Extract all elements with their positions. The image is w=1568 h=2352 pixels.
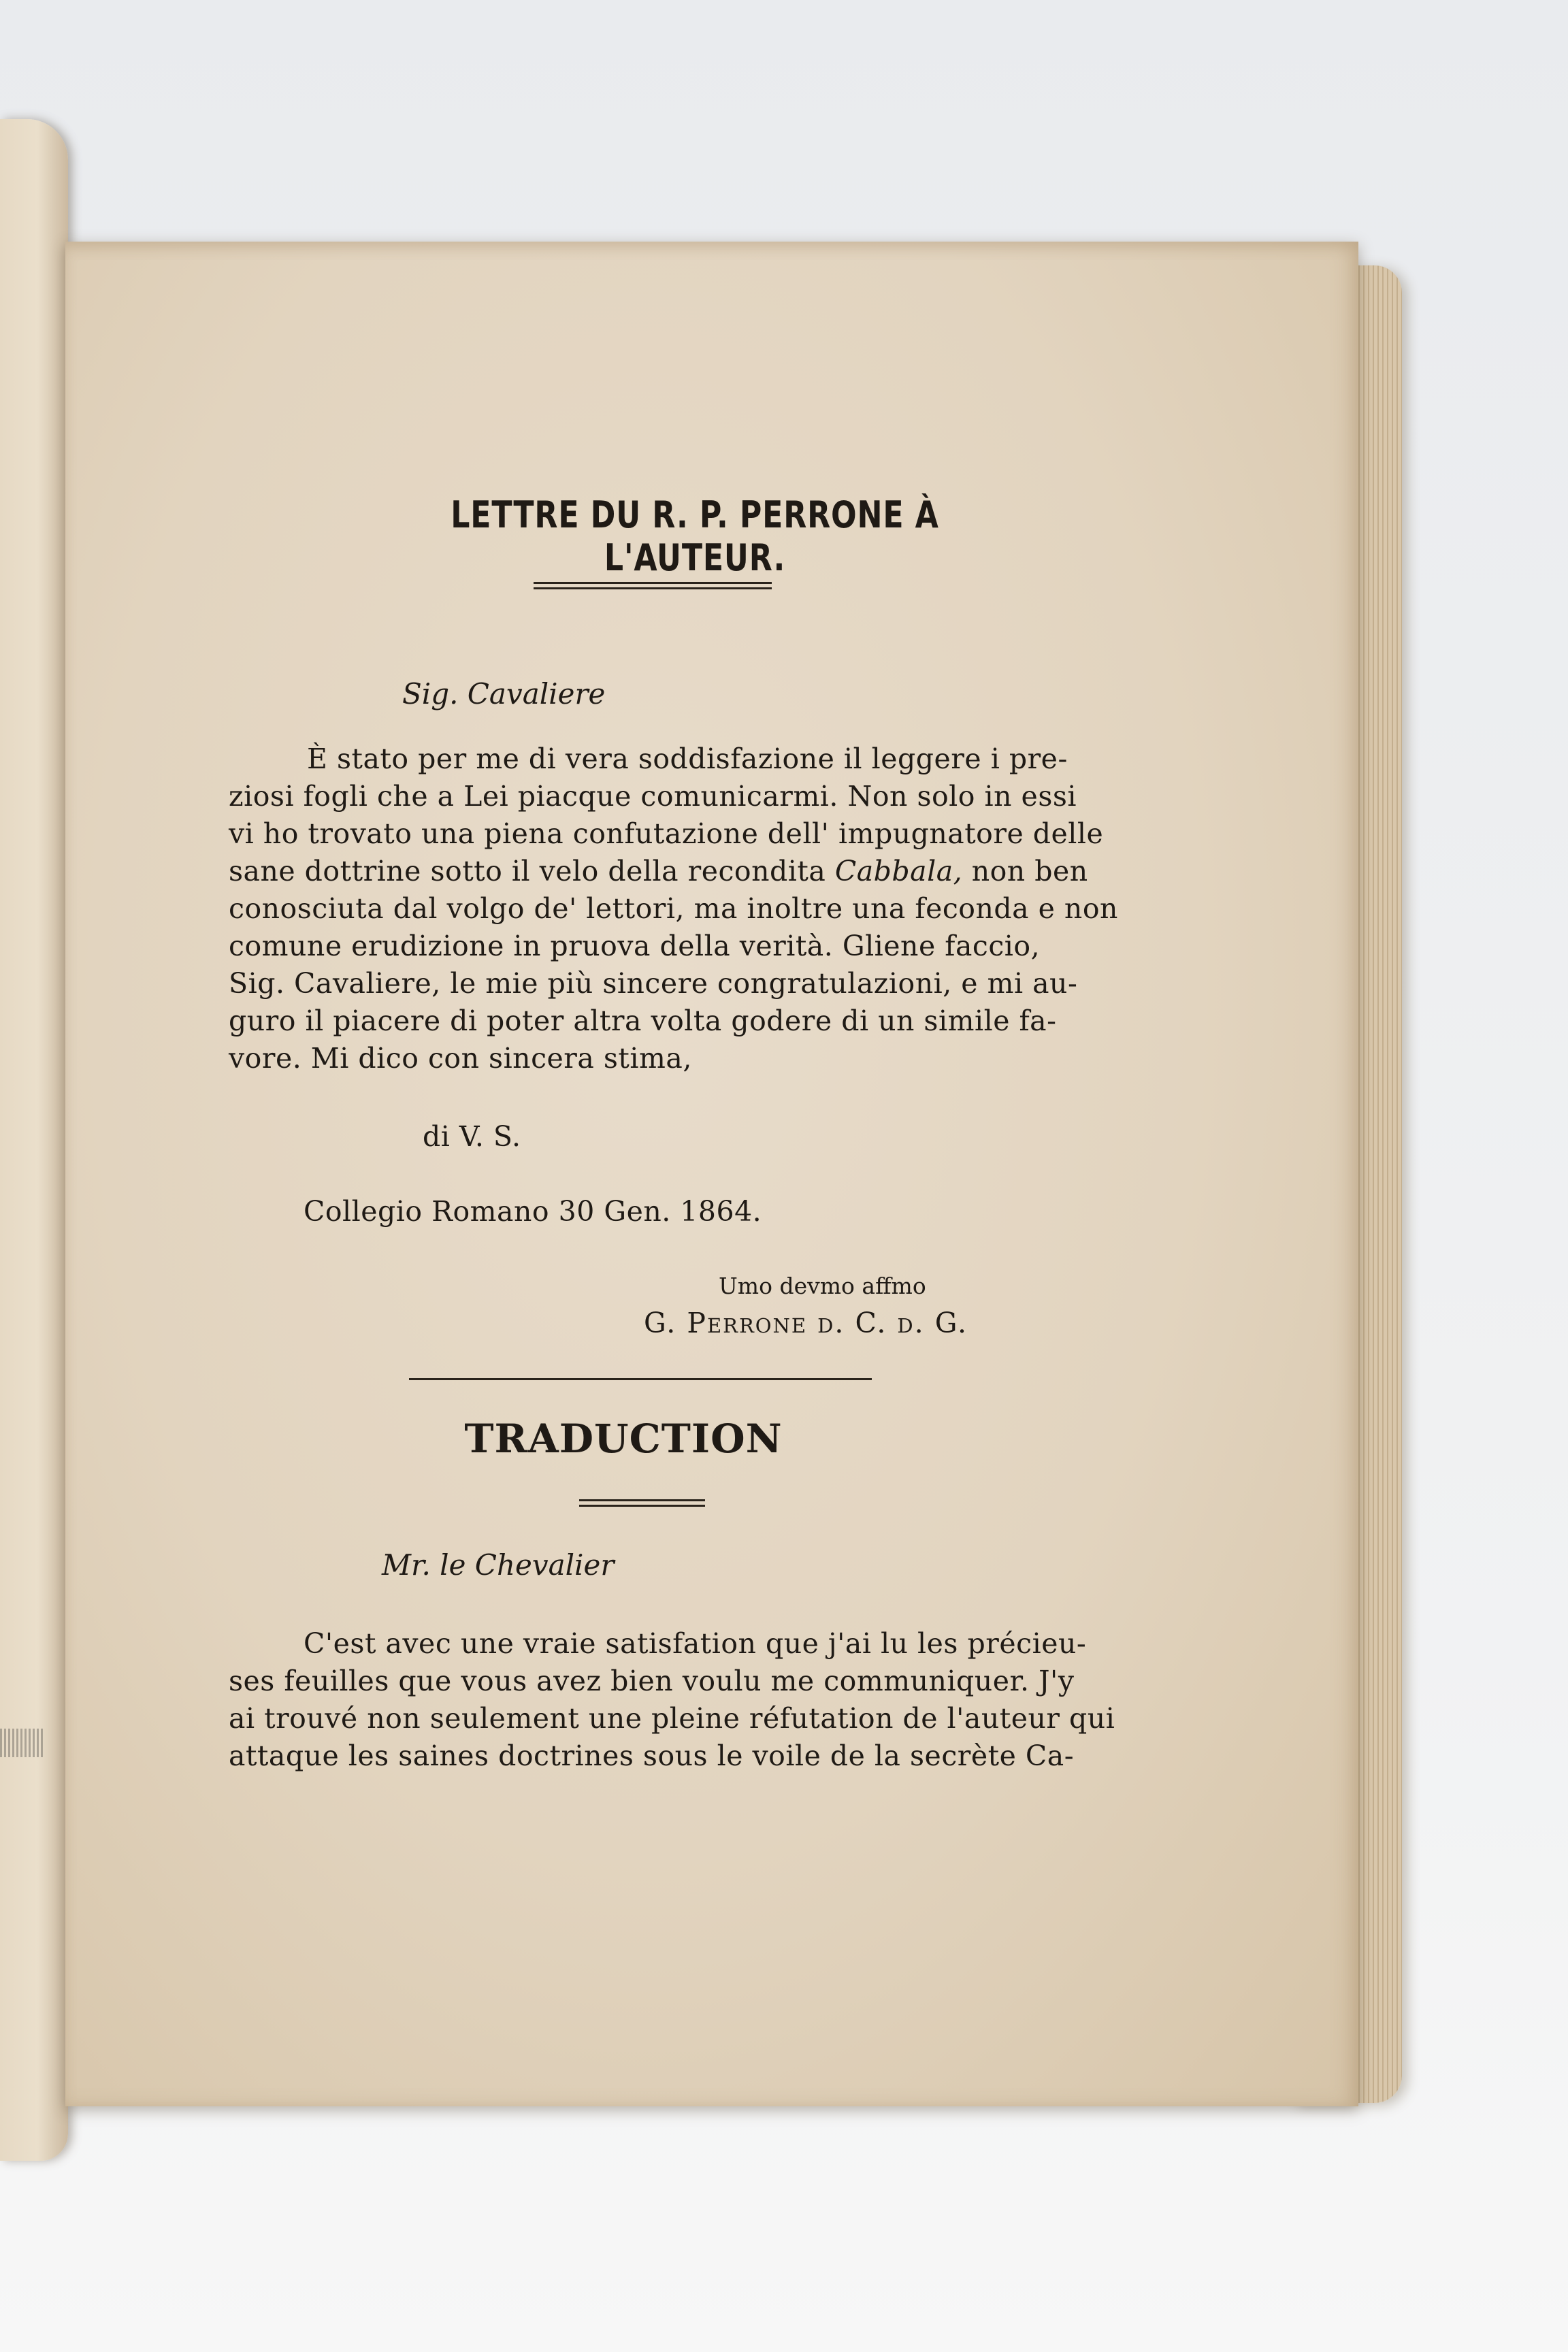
italian-salutation: Sig. Cavaliere <box>402 677 606 710</box>
letter-it-line: comune erudizione in pruova della verità. Gliene faccio, <box>229 930 1041 962</box>
traduction-double-rule <box>579 1499 705 1507</box>
french-salutation: Mr. le Chevalier <box>382 1548 615 1582</box>
signature-honorific: Umo devmo affmo <box>719 1273 926 1299</box>
letter-it-cabbala: Cabbala, <box>834 855 963 887</box>
letter-it-line: conosciuta dal volgo de' lettori, ma inoltre una feconda e non <box>229 892 1118 925</box>
letter-it-line: Sig. Cavaliere, le mie più sincere congratulazioni, e mi au- <box>229 967 1078 1000</box>
left-page-edge <box>0 119 68 2161</box>
stamp-mark <box>0 1729 44 1757</box>
heading-double-rule <box>534 582 772 589</box>
page-heading: LETTRE DU R. P. PERRONE À L'AUTEUR. <box>451 493 939 579</box>
letter-it-line: vi ho trovato una piena confutazione dell' impugnatore delle <box>229 817 1104 850</box>
letter-it-line4-post: non ben <box>962 855 1088 887</box>
letter-fr-line: ses feuilles que vous avez bien voulu me communiquer. J'y <box>229 1665 1075 1697</box>
letter-it-line: È stato per me di vera soddisfazione il leggere i pre- <box>307 742 1068 775</box>
letter-fr-line: ai trouvé non seulement une pleine réfutation de l'auteur qui <box>229 1702 1115 1735</box>
letter-fr-line: attaque les saines doctrines sous le voile de la secrète Ca- <box>229 1740 1075 1772</box>
traduction-heading: TRADUCTION <box>464 1416 783 1462</box>
letter-it-line4-pre: sane dottrine sotto il velo della recondita <box>229 855 835 887</box>
book-page <box>65 242 1358 2106</box>
closing-line: di V. S. <box>423 1120 521 1153</box>
section-divider <box>409 1378 872 1380</box>
letter-fr-line: C'est avec une vraie satisfation que j'ai lu les précieu- <box>304 1627 1087 1660</box>
letter-it-line: ziosi fogli che a Lei piacque comunicarmi. Non solo in essi <box>229 780 1077 813</box>
place-date: Collegio Romano 30 Gen. 1864. <box>304 1195 762 1228</box>
signature-name: G. Perrone d. C. d. G. <box>644 1307 968 1339</box>
letter-it-line: vore. Mi dico con sincera stima, <box>229 1042 692 1075</box>
letter-it-line <box>229 855 1088 887</box>
letter-it-line: guro il piacere di poter altra volta godere di un simile fa- <box>229 1004 1057 1037</box>
